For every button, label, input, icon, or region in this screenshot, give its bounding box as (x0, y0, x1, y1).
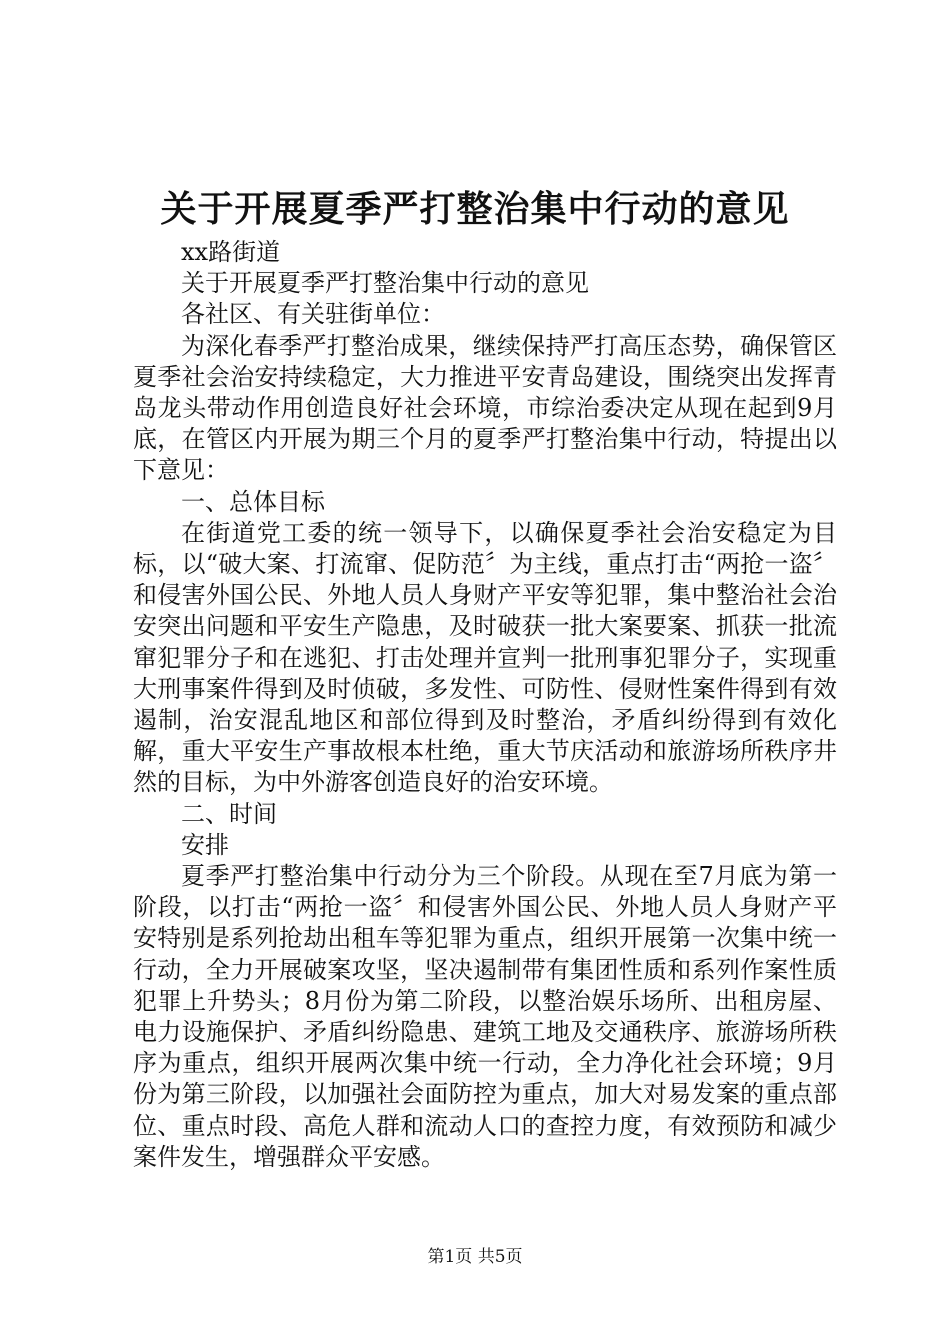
section-heading-time: 二、时间 (181, 799, 277, 828)
page-footer: 第1页 共5页 (427, 1247, 523, 1267)
section-heading-goals: 一、总体目标 (181, 487, 325, 516)
goals-paragraph: 在街道党工委的统一领导下，以确保夏季社会治安稳定为目标，以“破大案、打流窜、促防范〞为主线，重点打击“两抢一盗〞和侵害外国公民、外地人员人身财产平安等犯罪，集中整治社会治安突出问题和平安生产隐患，及时破获一批大案要案、抓获一批流窜犯罪分子和在逃犯、打击处理并宣判一批刑事犯罪分子，实现重大刑事案件得到及时侦破，多发性、可防性、侵财性案件得到有效遏制，治安混乱地区和部位得到及时整治，矛盾纠纷得到有效化解，重大平安生产事故根本杜绝，重大节庆活动和旅游场所秩序井然的目标，为中外游客创造良好的治安环境。 (133, 518, 837, 797)
subtitle-line: 关于开展夏季严打整治集中行动的意见 (181, 269, 589, 298)
arrangement-paragraph: 夏季严打整治集中行动分为三个阶段。从现在至7月底为第一阶段，以打击“两抢一盗〞和侵害外国公民、外地人员人身财产平安特别是系列抢劫出租车等犯罪为重点，组织开展第一次集中统一行动，全力开展破案攻坚，坚决遏制带有集团性质和系列作案性质犯罪上升势头；8月份为第二阶段，以整治娱乐场所、出租房屋、电力设施保护、矛盾纠纷隐患、建筑工地及交通秩序、旅游场所秩序为重点，组织开展两次集中统一行动，全力净化社会环境；9月份为第三阶段，以加强社会面防控为重点，加大对易发案的重点部位、重点时段、高危人群和流动人口的查控力度，有效预防和减少案件发生，增强群众平安感。 (133, 862, 837, 1171)
intro-paragraph: 为深化春季严打整治成果，继续保持严打高压态势，确保管区夏季社会治安持续稳定，大力推进平安青岛建设，围绕突出发挥青岛龙头带动作用创造良好社会环境，市综治委决定从现在起到9月底，在管区内开展为期三个月的夏季严打整治集中行动，特提出以下意见： (133, 331, 837, 485)
document-title: 关于开展夏季严打整治集中行动的意见 (160, 188, 790, 230)
issuer-line: xx路街道 (181, 238, 281, 266)
salutation: 各社区、有关驻街单位： (181, 300, 445, 329)
section-heading-arrangement: 安排 (181, 830, 229, 859)
document-body (133, 237, 837, 1173)
